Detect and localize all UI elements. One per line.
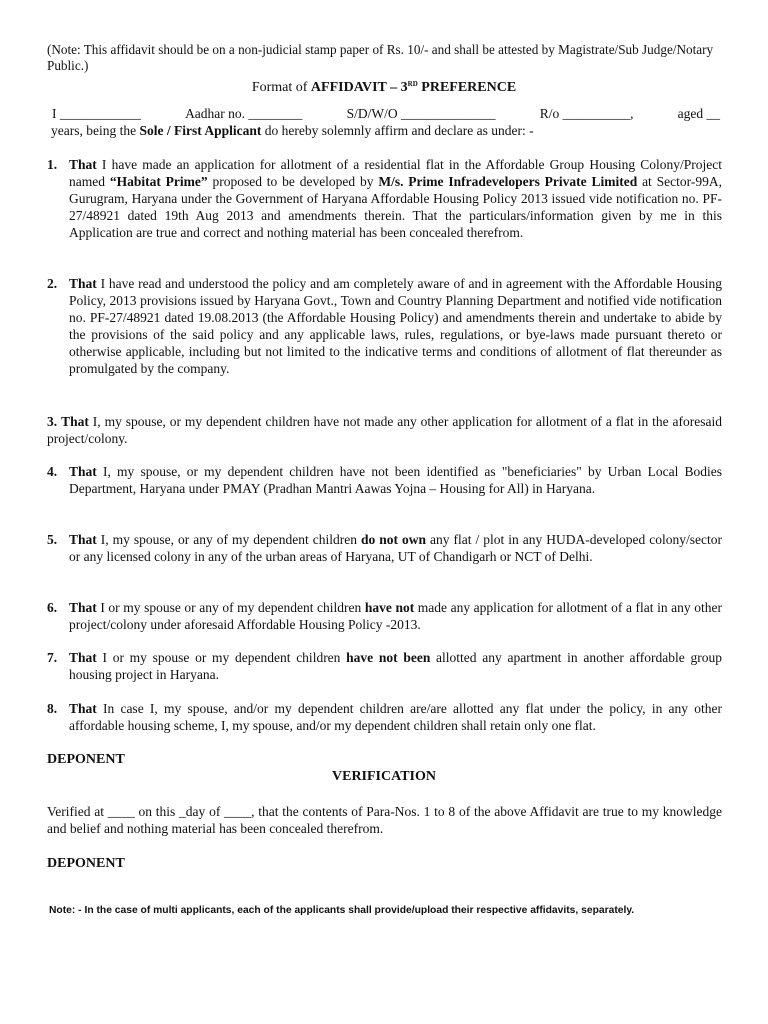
deponent-heading-2: DEPONENT — [47, 856, 125, 871]
clause-7 — [47, 650, 722, 684]
multi-applicant-note: Note: - In the case of multi applicants, each of the applicants shall provide/upload their respective affidavits, separately. — [49, 905, 635, 916]
clause-text: I, my spouse, or any of my dependent children — [96, 532, 361, 548]
clause-1 — [47, 157, 722, 242]
declarant-details — [47, 106, 720, 140]
clause-3 — [47, 414, 722, 448]
clause-bold-text: “Habitat Prime” — [109, 173, 208, 189]
clause-body — [69, 650, 722, 684]
clause-text: any flat / plot in any HUDA-developed colony/sector or any licensed colony in any of the urban areas of Haryana, UT of Chandigarh or NCT of Delhi. — [69, 532, 722, 564]
clause-body — [69, 701, 722, 735]
title-bold-2: PREFERENCE — [421, 80, 517, 95]
clause-text: In case I, my spouse, and/or my dependent children are/are allotted any flat under the policy, in any other affordable housing scheme, I, my spouse, and/or my dependent children shall retain only one flat. — [69, 701, 722, 733]
affirm-bold: Sole / First Applicant — [139, 122, 262, 138]
clause-text: proposed to be developed by — [207, 173, 379, 189]
clause-lead-word: That — [69, 600, 97, 616]
fill-relation: S/D/W/O ______________ — [346, 106, 496, 121]
clause-number: 8. — [47, 701, 58, 716]
title-prefix: Format of — [251, 80, 311, 95]
clause-bold-text: have not — [364, 600, 415, 616]
clause-body — [69, 157, 722, 242]
clause-lead-word: That — [69, 157, 97, 173]
fill-aadhar: Aadhar no. ________ — [185, 106, 303, 121]
clause-lead-word: That — [69, 701, 97, 717]
clause-number: 1. — [47, 157, 58, 172]
clause-text: I, my spouse, or my dependent children have not been identified as "beneficiaries" by Urban Local Bodies Department, Haryana under PMAY (Pradhan Mantri Aawas Yojna – Housing for All) in Haryana. — [69, 464, 722, 496]
clause-2 — [47, 276, 722, 377]
verification-heading: VERIFICATION — [332, 769, 436, 784]
clause-text: I or my spouse or my dependent children — [96, 650, 347, 666]
affirm-pre: years, being the — [51, 122, 140, 138]
verification-text: Verified at ____ on this _day of ____, that the contents of Para-Nos. 1 to 8 of the above Affidavit are true to my knowledge and belief and nothing material has been concealed therefrom. — [47, 804, 722, 836]
clause-body — [69, 464, 722, 498]
clause-bold-text: have not been — [346, 650, 431, 666]
title-bold: AFFIDAVIT – 3 — [310, 80, 408, 95]
declarant-fill-line — [47, 106, 720, 123]
clause-6 — [47, 600, 722, 634]
fill-residence: R/o __________, — [539, 106, 634, 121]
clause-text: at Sector-99A, Gurugram, Haryana under the Government of Haryana Affordable Housing Policy 2013 issued vide notification no. PF-27/48921 dated 19th Aug 2013 and amendments therein. That the particulars/information given by me in this Application are true and correct and nothing material has been concealed therefrom. — [69, 173, 722, 240]
clause-5 — [47, 532, 722, 566]
clause-8 — [47, 701, 722, 735]
clause-text: made any application for allotment of a flat in any other project/colony under aforesaid Affordable Housing Policy -2013. — [69, 600, 722, 632]
deponent-heading: DEPONENT — [47, 752, 125, 767]
clause-lead-word: That — [69, 650, 97, 666]
declarant-affirm-line — [47, 123, 720, 140]
clause-bold-text: M/s. Prime Infradevelopers Private Limited — [378, 173, 638, 189]
clause-bold-text: do not own — [361, 532, 427, 548]
clause-text: I, my spouse, or my dependent children have not made any other application for allotment of a flat in the aforesaid project/colony. — [47, 414, 722, 446]
clause-text: allotted any apartment in another affordable group housing project in Haryana. — [69, 650, 722, 682]
clause-text: I or my spouse or any of my dependent children — [96, 600, 365, 616]
clause-body — [69, 600, 722, 634]
clause-text: I have made an application for allotment of a residential flat in the Affordable Group Housing Colony/Project named — [69, 157, 722, 189]
clause-number: 2. — [47, 276, 58, 291]
title-superscript: RD — [407, 80, 418, 88]
clause-lead-word: That — [61, 414, 89, 429]
fill-age: aged __ — [677, 106, 720, 121]
document-title — [0, 76, 768, 97]
clause-text: I have read and understood the policy and am completely aware of and in agreement with the Affordable Housing Policy, 2013 provisions issued by Haryana Govt., Town and Country Planning Department and notified vide notification no. PF-27/48921 dated 19.08.2013 (the Affordable Housing Policy) and amendments therein and undertake to abide by the provisions of the said policy and any applicable laws, rules, regulations, or bye-laws made pursuant thereto or otherwise applicable, including but not limited to the indicative terms and conditions of allotment of flat thereunder as promulgated by the company. — [69, 276, 722, 376]
clause-lead-word: That — [69, 276, 97, 292]
clause-4 — [47, 464, 722, 498]
clause-number: 3. — [47, 414, 58, 429]
clause-number: 6. — [47, 600, 58, 615]
fill-name: I ____________ — [52, 106, 141, 121]
clause-lead-word: That — [69, 464, 97, 480]
affirm-post: do hereby solemnly affirm and declare as under: - — [261, 122, 534, 138]
clause-body — [47, 414, 722, 446]
clause-body — [69, 276, 722, 377]
clause-number: 5. — [47, 532, 58, 547]
clause-number: 4. — [47, 464, 58, 479]
clause-body — [69, 532, 722, 566]
clause-lead-word: That — [69, 532, 97, 548]
stamp-paper-note: (Note: This affidavit should be on a non-judicial stamp paper of Rs. 10/- and shall be attested by Magistrate/Sub Judge/Notary Public.) — [47, 42, 714, 73]
clause-number: 7. — [47, 650, 58, 665]
